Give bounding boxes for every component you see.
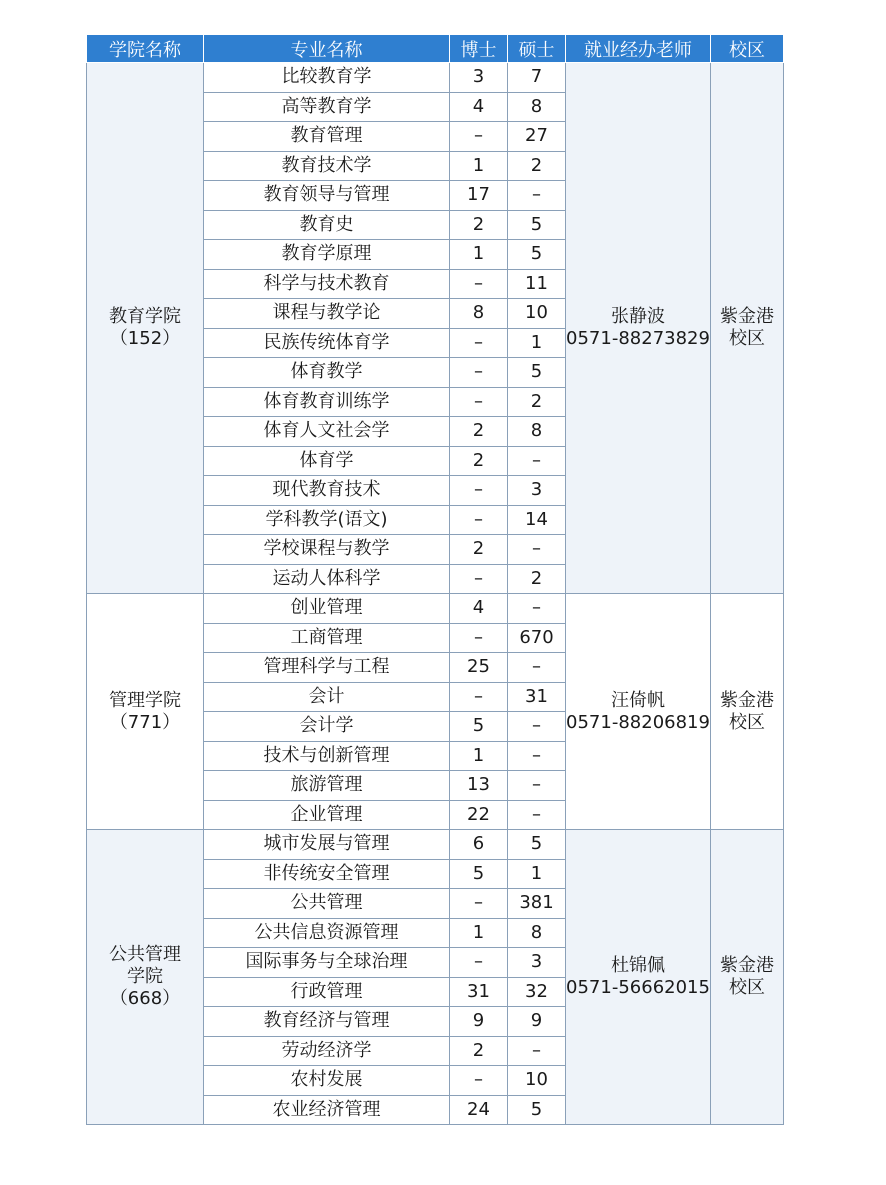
table-row [87,594,784,624]
major-cell: 国际事务与全球治理 [204,948,450,978]
major-cell: 教育学原理 [204,240,450,270]
college-cell [87,830,204,1125]
header-phd: 博士 [450,35,508,63]
campus-line: 校区 [729,328,765,349]
college-cell [87,63,204,594]
major-cell: 学科教学(语文) [204,505,450,535]
master-count: 3 [508,948,566,978]
phd-count: 13 [450,771,508,801]
master-count: 2 [508,151,566,181]
major-cell: 体育教学 [204,358,450,388]
teacher-cell [566,63,711,594]
phd-count: 22 [450,800,508,830]
master-count: – [508,446,566,476]
master-count: 5 [508,240,566,270]
major-cell: 教育领导与管理 [204,181,450,211]
master-count: 11 [508,269,566,299]
teacher-name: 汪倚帆 [611,689,665,711]
major-cell: 公共管理 [204,889,450,919]
phd-count: – [450,623,508,653]
master-count: – [508,800,566,830]
phd-count: 5 [450,859,508,889]
phd-count: 1 [450,151,508,181]
teacher-phone: 0571-88273829 [566,328,710,349]
phd-count: – [450,682,508,712]
header-row [87,35,784,63]
master-count: 5 [508,210,566,240]
master-count: 10 [508,1066,566,1096]
major-cell: 旅游管理 [204,771,450,801]
major-cell: 工商管理 [204,623,450,653]
campus-line: 紫金港 [720,689,774,711]
master-count: – [508,594,566,624]
master-count: 5 [508,830,566,860]
master-count: – [508,535,566,565]
header-college: 学院名称 [87,35,204,63]
teacher-phone: 0571-88206819 [566,711,710,733]
master-count: 8 [508,417,566,447]
phd-count: 1 [450,240,508,270]
table-row [87,63,784,93]
major-cell: 教育技术学 [204,151,450,181]
phd-count: 2 [450,417,508,447]
teacher-cell [566,830,711,1125]
master-count: 32 [508,977,566,1007]
major-cell: 体育教育训练学 [204,387,450,417]
phd-count: 5 [450,712,508,742]
phd-count: – [450,328,508,358]
campus-cell [711,594,784,830]
master-count: 14 [508,505,566,535]
phd-count: – [450,387,508,417]
teacher-name: 张静波 [611,306,665,327]
major-cell: 非传统安全管理 [204,859,450,889]
major-cell: 体育学 [204,446,450,476]
phd-count: 25 [450,653,508,683]
phd-count: 2 [450,535,508,565]
major-cell: 管理科学与工程 [204,653,450,683]
master-count: 2 [508,387,566,417]
phd-count: 17 [450,181,508,211]
phd-count: – [450,889,508,919]
master-count: 670 [508,623,566,653]
phd-count: 9 [450,1007,508,1037]
teacher-phone: 0571-56662015 [566,977,710,998]
phd-count: – [450,476,508,506]
teacher-cell [566,594,711,830]
phd-count: 31 [450,977,508,1007]
master-count: 1 [508,859,566,889]
college-name-line: （152） [109,328,181,349]
phd-count: 2 [450,1036,508,1066]
header-master: 硕士 [508,35,566,63]
phd-count: 1 [450,918,508,948]
campus-line: 紫金港 [720,306,774,327]
phd-count: – [450,948,508,978]
table-row [87,830,784,860]
master-count: 8 [508,92,566,122]
major-cell: 公共信息资源管理 [204,918,450,948]
major-cell: 课程与教学论 [204,299,450,329]
college-name-line: 学院 [127,966,163,987]
major-cell: 高等教育学 [204,92,450,122]
master-count: 7 [508,63,566,93]
major-cell: 教育史 [204,210,450,240]
phd-count: 6 [450,830,508,860]
major-cell: 创业管理 [204,594,450,624]
major-cell: 企业管理 [204,800,450,830]
phd-count: 8 [450,299,508,329]
major-cell: 会计学 [204,712,450,742]
college-name-line: 公共管理 [109,944,181,965]
master-count: 9 [508,1007,566,1037]
major-cell: 技术与创新管理 [204,741,450,771]
master-count: 381 [508,889,566,919]
phd-count: 2 [450,446,508,476]
master-count: 5 [508,1095,566,1125]
phd-count: – [450,564,508,594]
major-cell: 农村发展 [204,1066,450,1096]
master-count: – [508,1036,566,1066]
phd-count: 24 [450,1095,508,1125]
majors-table [86,35,784,1125]
college-name-line: （771） [109,711,181,733]
campus-cell [711,830,784,1125]
major-cell: 比较教育学 [204,63,450,93]
master-count: 2 [508,564,566,594]
master-count: 8 [508,918,566,948]
header-major: 专业名称 [204,35,450,63]
phd-count: 4 [450,92,508,122]
phd-count: 2 [450,210,508,240]
master-count: 1 [508,328,566,358]
master-count: 3 [508,476,566,506]
major-cell: 科学与技术教育 [204,269,450,299]
major-cell: 教育经济与管理 [204,1007,450,1037]
phd-count: 1 [450,741,508,771]
major-cell: 教育管理 [204,122,450,152]
major-cell: 学校课程与教学 [204,535,450,565]
major-cell: 会计 [204,682,450,712]
master-count: 31 [508,682,566,712]
major-cell: 劳动经济学 [204,1036,450,1066]
campus-cell [711,63,784,594]
college-name-line: 教育学院 [109,306,181,327]
master-count: 27 [508,122,566,152]
major-cell: 现代教育技术 [204,476,450,506]
campus-line: 校区 [729,711,765,733]
phd-count: – [450,505,508,535]
phd-count: – [450,358,508,388]
master-count: – [508,712,566,742]
campus-line: 校区 [729,977,765,998]
master-count: – [508,741,566,771]
teacher-name: 杜锦佩 [611,955,665,976]
phd-count: 4 [450,594,508,624]
major-cell: 民族传统体育学 [204,328,450,358]
major-cell: 运动人体科学 [204,564,450,594]
master-count: – [508,771,566,801]
college-cell [87,594,204,830]
table-body [87,63,784,1125]
college-name-line: 管理学院 [109,689,181,711]
master-count: – [508,181,566,211]
master-count: – [508,653,566,683]
phd-count: – [450,122,508,152]
major-cell: 农业经济管理 [204,1095,450,1125]
phd-count: – [450,269,508,299]
header-campus: 校区 [711,35,784,63]
college-name-line: （668） [109,988,181,1009]
master-count: 10 [508,299,566,329]
phd-count: – [450,1066,508,1096]
phd-count: 3 [450,63,508,93]
master-count: 5 [508,358,566,388]
major-cell: 城市发展与管理 [204,830,450,860]
major-cell: 行政管理 [204,977,450,1007]
header-teacher: 就业经办老师 [566,35,711,63]
major-cell: 体育人文社会学 [204,417,450,447]
campus-line: 紫金港 [720,955,774,976]
